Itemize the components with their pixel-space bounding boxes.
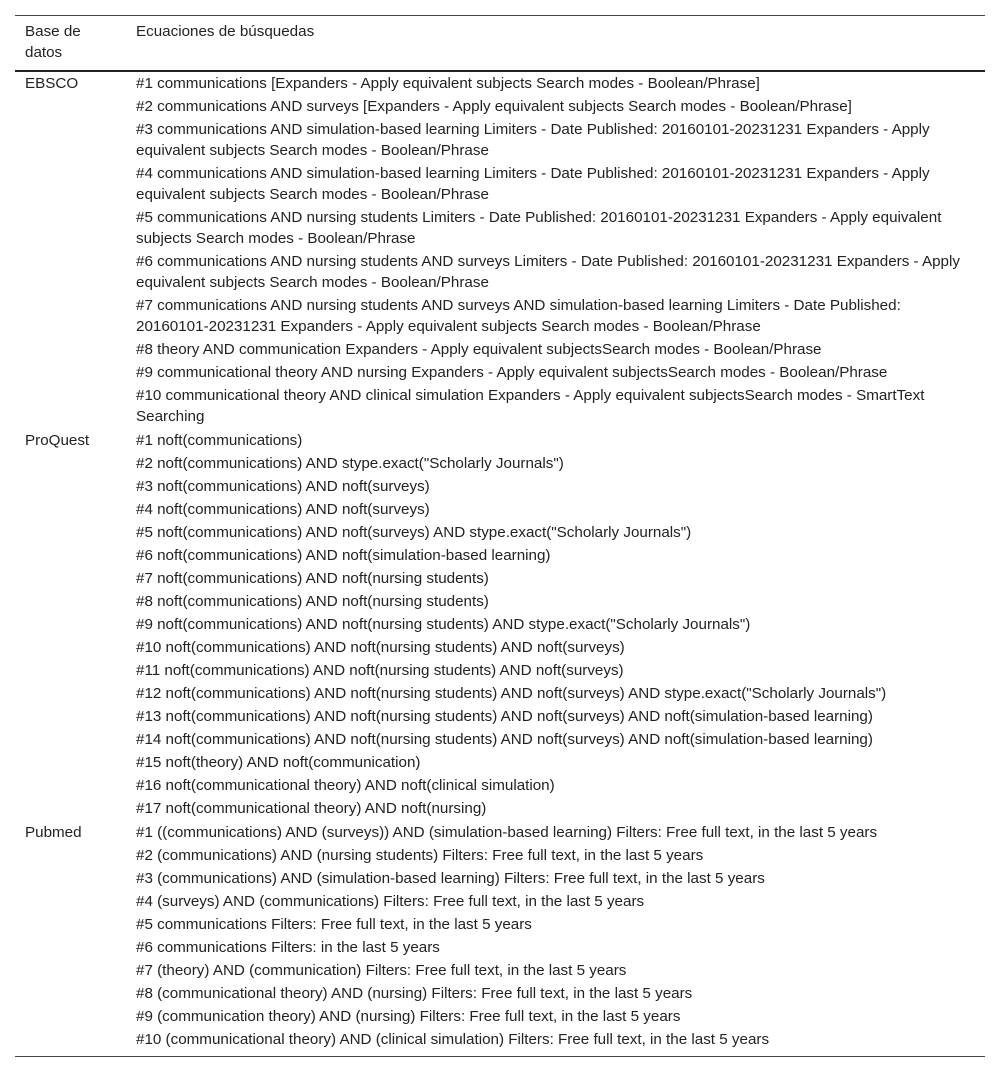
table-header — [15, 16, 985, 72]
header-row — [15, 16, 985, 72]
search-equation: #10 communicational theory AND clinical simulation Expanders - Apply equivalent subjectsSearch modes - SmartText Searching — [136, 387, 925, 425]
equations-cell — [126, 821, 985, 1057]
search-equation: #2 communications AND surveys [Expanders - Apply equivalent subjects Search modes - Boolean/Phrase] — [136, 98, 852, 115]
search-equation: #10 noft(communications) AND noft(nursing students) AND noft(surveys) — [136, 639, 625, 656]
search-equation: #1 noft(communications) — [136, 432, 303, 449]
search-equation: #16 noft(communicational theory) AND noft(clinical simulation) — [136, 777, 555, 794]
search-equation: #3 (communications) AND (simulation-based learning) Filters: Free full text, in the last 5 years — [136, 870, 765, 887]
search-equation: #8 theory AND communication Expanders - Apply equivalent subjectsSearch modes - Boolean/Phrase — [136, 341, 822, 358]
search-equation: #9 communicational theory AND nursing Expanders - Apply equivalent subjectsSearch modes - Boolean/Phrase — [136, 364, 888, 381]
equations-cell — [126, 71, 985, 429]
database-name-cell: EBSCO — [25, 75, 79, 92]
search-equation: #7 noft(communications) AND noft(nursing students) — [136, 570, 489, 587]
search-equation: #3 communications AND simulation-based learning Limiters - Date Published: 20160101-20231231 Expanders - Apply equivalent subjects Search modes - Boolean/Phrase — [136, 121, 930, 159]
search-equation: #1 communications [Expanders - Apply equivalent subjects Search modes - Boolean/Phrase] — [136, 75, 760, 92]
search-equation: #5 noft(communications) AND noft(surveys) AND stype.exact("Scholarly Journals") — [136, 524, 692, 541]
search-equation: #5 communications Filters: Free full text, in the last 5 years — [136, 916, 532, 933]
search-equations-table-container — [15, 15, 985, 1057]
search-equation: #7 (theory) AND (communication) Filters: Free full text, in the last 5 years — [136, 962, 627, 979]
search-equation: #15 noft(theory) AND noft(communication) — [136, 754, 421, 771]
search-equation: #3 noft(communications) AND noft(surveys) — [136, 478, 430, 495]
search-equation: #4 noft(communications) AND noft(surveys) — [136, 501, 430, 518]
search-equations-table — [15, 15, 985, 1057]
search-equation: #9 (communication theory) AND (nursing) Filters: Free full text, in the last 5 years — [136, 1008, 681, 1025]
search-equation: #7 communications AND nursing students AND surveys AND simulation-based learning Limiters - Date Published: 20160101-20231231 Expanders - Apply equivalent subjects Search modes - Boolean/Phrase — [136, 297, 901, 335]
table-row — [15, 821, 985, 1057]
header-database: Base de datos — [15, 16, 126, 72]
search-equation: #6 communications Filters: in the last 5 years — [136, 939, 440, 956]
search-equation: #8 noft(communications) AND noft(nursing students) — [136, 593, 489, 610]
search-equation: #17 noft(communicational theory) AND noft(nursing) — [136, 800, 487, 817]
search-equation: #6 communications AND nursing students AND surveys Limiters - Date Published: 20160101-20231231 Expanders - Apply equivalent subjects Search modes - Boolean/Phrase — [136, 253, 960, 291]
database-name-cell: ProQuest — [25, 432, 90, 449]
search-equation: #11 noft(communications) AND noft(nursing students) AND noft(surveys) — [136, 662, 624, 679]
table-row — [15, 429, 985, 821]
search-equation: #5 communications AND nursing students Limiters - Date Published: 20160101-20231231 Expanders - Apply equivalent subjects Search modes - Boolean/Phrase — [136, 209, 942, 247]
search-equation: #6 noft(communications) AND noft(simulation-based learning) — [136, 547, 551, 564]
header-equations: Ecuaciones de búsquedas — [126, 16, 985, 72]
search-equation: #4 communications AND simulation-based learning Limiters - Date Published: 20160101-20231231 Expanders - Apply equivalent subjects Search modes - Boolean/Phrase — [136, 165, 930, 203]
search-equation: #2 (communications) AND (nursing students) Filters: Free full text, in the last 5 years — [136, 847, 704, 864]
table-body — [15, 71, 985, 1057]
equations-cell — [126, 429, 985, 821]
search-equation: #10 (communicational theory) AND (clinical simulation) Filters: Free full text, in the last 5 years — [136, 1031, 770, 1048]
search-equation: #9 noft(communications) AND noft(nursing students) AND stype.exact("Scholarly Journals") — [136, 616, 751, 633]
search-equation: #8 (communicational theory) AND (nursing) Filters: Free full text, in the last 5 years — [136, 985, 693, 1002]
search-equation: #4 (surveys) AND (communications) Filters: Free full text, in the last 5 years — [136, 893, 645, 910]
table-row — [15, 71, 985, 429]
search-equation: #12 noft(communications) AND noft(nursing students) AND noft(surveys) AND stype.exact("Scholarly Journals") — [136, 685, 887, 702]
search-equation: #14 noft(communications) AND noft(nursing students) AND noft(surveys) AND noft(simulation-based learning) — [136, 731, 873, 748]
search-equation: #1 ((communications) AND (surveys)) AND (simulation-based learning) Filters: Free full text, in the last 5 years — [136, 824, 878, 841]
search-equation: #13 noft(communications) AND noft(nursing students) AND noft(surveys) AND noft(simulation-based learning) — [136, 708, 873, 725]
database-name-cell: Pubmed — [15, 821, 126, 1057]
search-equation: #2 noft(communications) AND stype.exact("Scholarly Journals") — [136, 455, 564, 472]
